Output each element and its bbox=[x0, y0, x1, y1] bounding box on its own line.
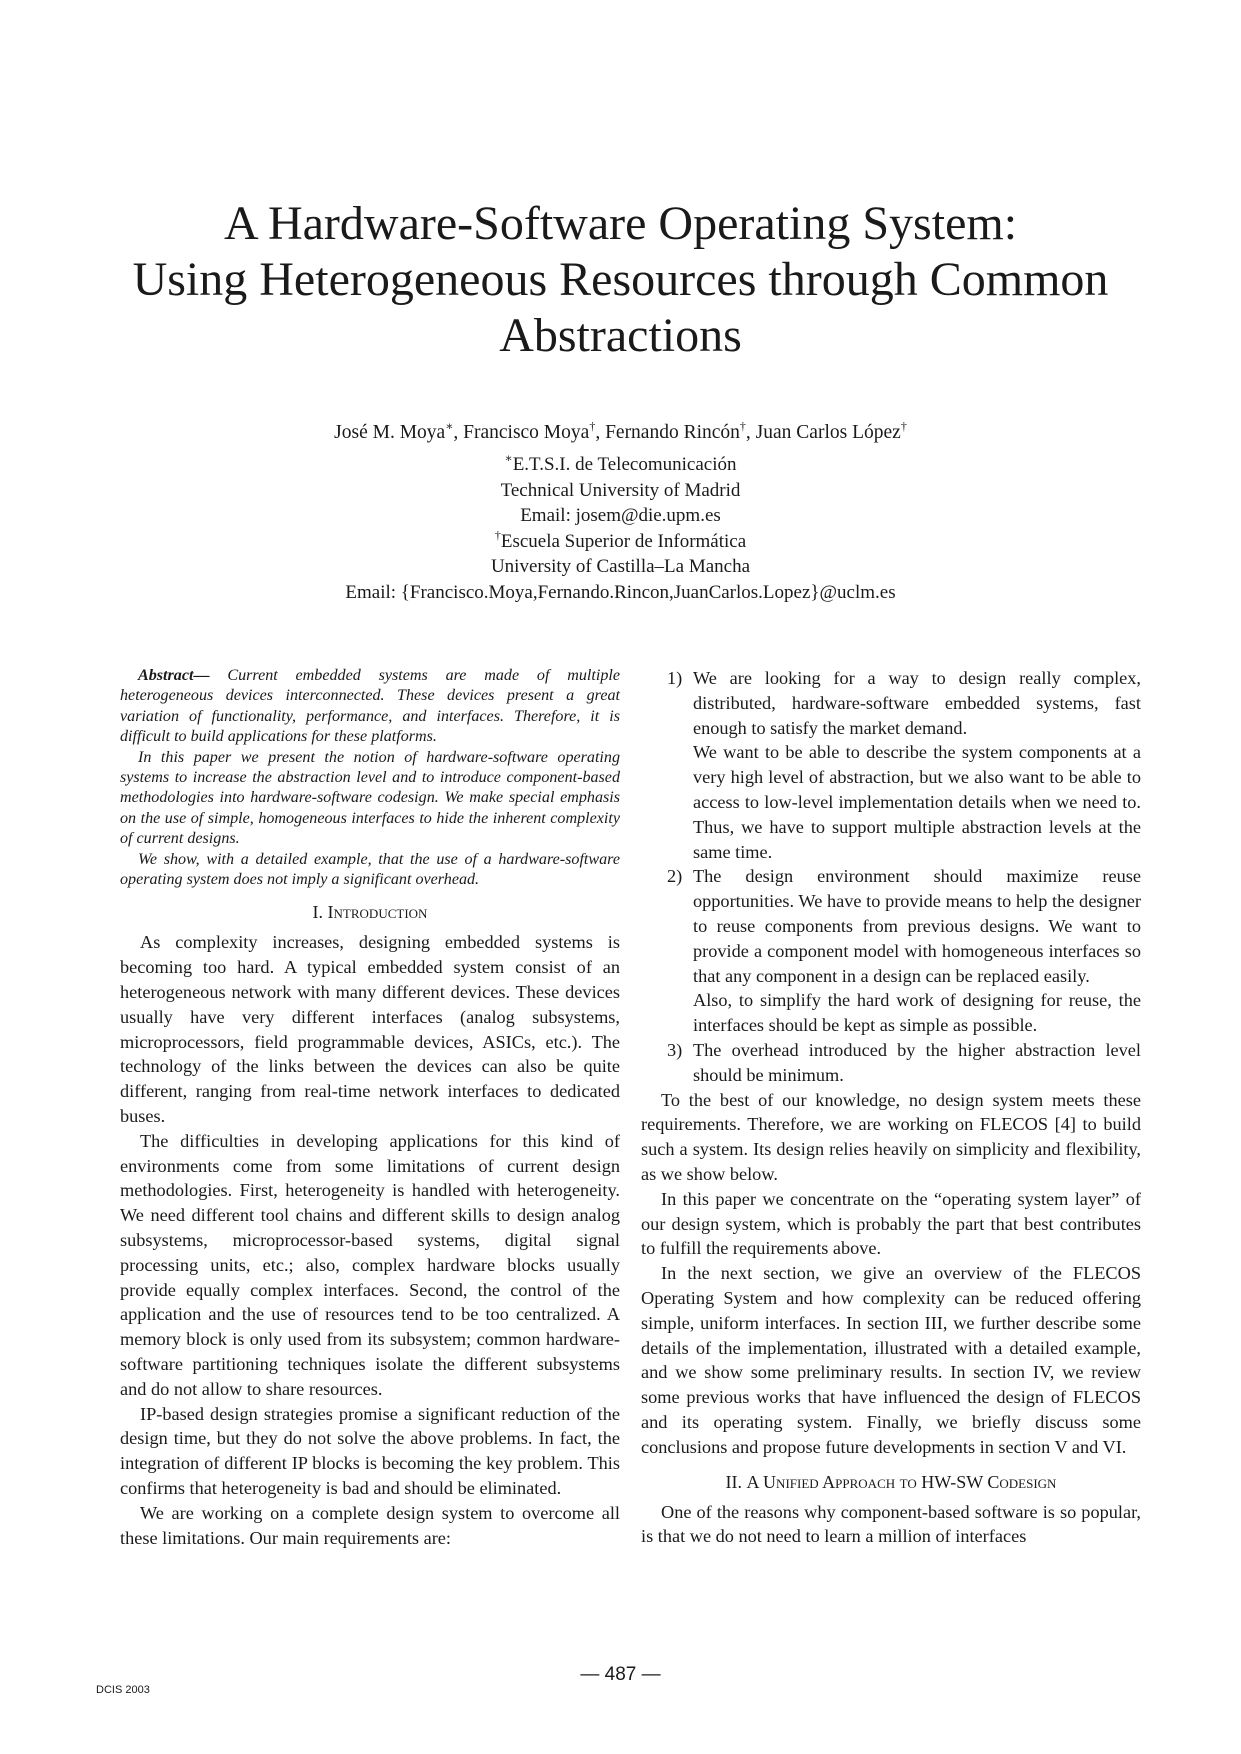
abstract bbox=[120, 666, 620, 890]
affiliation-2-mark: † bbox=[494, 527, 501, 542]
author-2-mark: † bbox=[589, 419, 596, 433]
requirement-number: 1) bbox=[667, 668, 683, 688]
requirement-item bbox=[641, 864, 1141, 1038]
right-column bbox=[641, 666, 1141, 1549]
requirement-text: We are looking for a way to design really complex, distributed, hardware-software embedded systems, fast enough to satisfy the market demand. bbox=[693, 668, 1141, 738]
author-1-mark: ∗ bbox=[445, 419, 454, 433]
author-list: José M. Moya∗, Francisco Moya†, Fernando Rincón†, Juan Carlos López† bbox=[334, 419, 907, 443]
section-2-heading: II. A Unified Approach to HW-SW Codesign bbox=[725, 1471, 1057, 1492]
intro-paragraph-1: As complexity increases, designing embedded systems is becoming too hard. A typical embedded system consist of an heterogeneous network with many different devices. These devices usually have very different interfaces (analog subsystems, microprocessors, field programmable devices, ASICs, etc.). The technology of the links between the devices can also be quite different, ranging from real-time network interfaces to dedicated buses. bbox=[120, 932, 620, 1127]
affiliation-1-mark: ∗ bbox=[504, 451, 513, 465]
body-paragraph: To the best of our knowledge, no design system meets these requirements. Therefore, we are working on FLECOS [4] to build such a system. Its design relies heavily on simplicity and flexibility, as we show below. bbox=[641, 1089, 1141, 1184]
affiliation-1-email: Email: josem@die.upm.es bbox=[520, 505, 721, 527]
intro-paragraph-2: The difficulties in developing applications for this kind of environments come from some limitations of current design methodologies. First, heterogeneity is handled with heterogeneity. We need different tool chains and different skills to design analog subsystems, microprocessor-based systems, digital signal processing units, etc.; also, complex hardware blocks usually provide equally complex interfaces. Second, the control of the application and the use of resources tend to be too centralized. A memory block is only used from its subsystem; common hardware-software partitioning techniques isolate the different subsystems and do not allow to share resources. bbox=[120, 1130, 620, 1399]
intro-paragraph-4: We are working on a complete design system to overcome all these limitations. Our main requirements are: bbox=[120, 1502, 620, 1548]
section-2-paragraph-1: One of the reasons why component-based software is so popular, is that we do not need to learn a million of interfaces bbox=[641, 1501, 1141, 1547]
affiliation-1-name: ∗E.T.S.I. de Telecomunicación bbox=[504, 451, 737, 475]
requirement-text: The design environment should maximize reuse opportunities. We have to provide means to help the designer to reuse components from previous designs. We want to provide a component model with homogeneous interfaces so that any component in a design can be replaced easily. bbox=[693, 866, 1141, 986]
author-3-mark: † bbox=[739, 419, 746, 433]
intro-paragraph-3: IP-based design strategies promise a significant reduction of the design time, but they do not solve the above problems. In fact, the integration of different IP blocks is becoming the key problem. This confirms that heterogeneity is bad and should be eliminated. bbox=[120, 1403, 620, 1498]
requirement-text: The overhead introduced by the higher abstraction level should be minimum. bbox=[693, 1039, 1141, 1085]
affiliation-2-university: University of Castilla–La Mancha bbox=[490, 556, 751, 578]
title-line-3: Abstractions bbox=[499, 309, 742, 362]
venue-label: DCIS 2003 bbox=[96, 1684, 150, 1696]
requirement-number: 3) bbox=[667, 1039, 683, 1060]
author-2: Francisco Moya bbox=[463, 422, 590, 443]
requirement-text: We want to be able to describe the system components at a very high level of abstraction, but we also want to be able to access to low-level implementation details when we need to. Thus, we have to support multiple abstraction levels at the same time. bbox=[693, 742, 1141, 862]
abstract-paragraph-1: Abstract— Current embedded systems are made of multiple heterogeneous devices interconnected. These devices present a great variation of functionality, performance, and interfaces. Therefore, it is difficult to build applications for these platforms. bbox=[120, 667, 620, 746]
title-line-2: Using Heterogeneous Resources through Common bbox=[132, 253, 1109, 306]
affiliation-1-university: Technical University of Madrid bbox=[500, 479, 741, 501]
author-4: Juan Carlos López bbox=[755, 422, 901, 443]
requirement-item bbox=[641, 666, 1141, 864]
body-paragraph: In the next section, we give an overview of the FLECOS Operating System and how complexity can be reduced offering simple, uniform interfaces. In section III, we further describe some details of the implementation, illustrated with a detailed example, and we show some preliminary results. In section IV, we review some previous works that have influenced the design of FLECOS and its operating system. Finally, we briefly discuss some conclusions and propose future developments in section V and VI. bbox=[641, 1263, 1141, 1457]
page-number: — 487 — bbox=[580, 1664, 661, 1685]
left-column bbox=[120, 666, 620, 1550]
abstract-paragraph-2: In this paper we present the notion of hardware-software operating systems to increase the abstraction level and to introduce component-based methodologies into hardware-software codesign. We make special emphasis on the use of simple, homogeneous interfaces to hide the inherent complexity of current designs. bbox=[120, 748, 620, 848]
title-line-1: A Hardware-Software Operating System: bbox=[223, 197, 1018, 250]
affiliation-2-email: Email: {Francisco.Moya,Fernando.Rincon,JuanCarlos.Lopez}@uclm.es bbox=[345, 581, 896, 603]
abstract-paragraph-3: We show, with a detailed example, that the use of a hardware-software operating system does not imply a significant overhead. bbox=[120, 850, 620, 889]
requirement-item bbox=[641, 1038, 1141, 1088]
affiliations bbox=[100, 452, 1141, 606]
requirement-text: Also, to simplify the hard work of designing for reuse, the interfaces should be kept as simple as possible. bbox=[693, 990, 1141, 1036]
author-1: José M. Moya bbox=[334, 422, 446, 443]
author-3: Fernando Rincón bbox=[605, 422, 740, 443]
section-1-heading: I. Introduction bbox=[312, 902, 428, 923]
abstract-lead: Abstract— bbox=[138, 667, 210, 684]
requirement-number: 2) bbox=[667, 866, 683, 887]
requirements-list bbox=[641, 666, 1141, 1088]
body-paragraph: In this paper we concentrate on the “operating system layer” of our design system, which is probably the part that best contributes to fulfill the requirements above. bbox=[641, 1188, 1141, 1259]
paper-title bbox=[100, 196, 1141, 364]
author-4-mark: † bbox=[900, 419, 907, 433]
affiliation-2-name: †Escuela Superior de Informática bbox=[494, 527, 747, 552]
